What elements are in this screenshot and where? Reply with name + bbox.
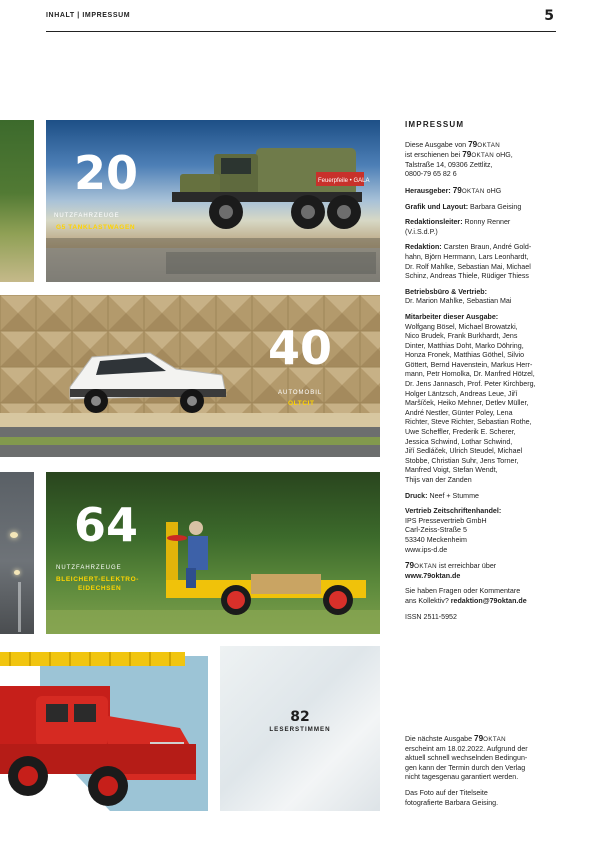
- feature-photo-oltcit[interactable]: [0, 295, 380, 457]
- address: Talstraße 14, 09306 Zettlitz,: [405, 160, 493, 169]
- feature-number-64: 64: [74, 498, 139, 552]
- trade-line: Carl-Zeiss-Straße 5: [405, 526, 467, 535]
- brand-text: OKTAN: [461, 187, 485, 195]
- trade-website-link[interactable]: www.ips-d.de: [405, 545, 448, 554]
- contributors-line: Dinter, Matthias Doht, Marko Döhring,: [405, 341, 524, 350]
- contributors-line: Wolfgang Bösel, Michael Browatzki,: [405, 322, 518, 331]
- brand-number: 79: [474, 734, 484, 743]
- availability: [405, 561, 560, 581]
- cover-credit-line: Das Foto auf der Titelseite: [405, 788, 488, 797]
- edge-photo-street: [0, 472, 34, 634]
- next-issue-line: erscheint am 18.02.2022. Aufgrund der: [405, 744, 528, 753]
- page-number: 5: [544, 8, 554, 24]
- editorial-team: [405, 243, 560, 281]
- trade-distribution: [405, 507, 560, 555]
- cover-credit-line: fotografierte Barbara Geising.: [405, 798, 499, 807]
- feature-category-82: LESERSTIMMEN: [269, 726, 331, 733]
- design-value: Barbara Geising: [470, 202, 522, 211]
- office-label: Betriebsbüro & Vertrieb:: [405, 287, 487, 296]
- issn: [405, 613, 560, 623]
- print-label: Druck:: [405, 491, 428, 500]
- brand-text: OKTAN: [471, 152, 495, 160]
- contributors-line: Nico Brudek, Frank Burkhardt, Jens: [405, 332, 518, 341]
- brand-text: OKTAN: [414, 563, 437, 571]
- feature-photo-firetruck[interactable]: [0, 646, 208, 811]
- questions: [405, 587, 560, 606]
- feature-photo-leserstimmen[interactable]: [220, 646, 380, 811]
- office-value: Dr. Marion Mahlke, Sebastian Mai: [405, 297, 512, 306]
- chief-label: Redaktionsleiter:: [405, 218, 463, 227]
- issn-number: ISSN 2511-5952: [405, 612, 457, 621]
- feature-title-40: OLTCIT: [288, 400, 315, 407]
- feature-title-64-line1: BLEICHERT-ELEKTRO-: [56, 576, 140, 583]
- intro-text-2: ist erschienen bei: [405, 151, 461, 160]
- contributors-line: Stobbe, Christian Suhr, Jens Torner,: [405, 456, 519, 465]
- contributors-line: Richter, Steve Richter, Sebastian Rothe,: [405, 418, 532, 427]
- contributors: [405, 313, 560, 486]
- contributors-line: Thijs van der Zanden: [405, 476, 472, 484]
- contributors-label: Mitarbeiter dieser Ausgabe:: [405, 312, 499, 321]
- editorial-label: Redaktion:: [405, 243, 442, 252]
- editorial-line: Schinz, Andreas Thiele, Rüdiger Thiess: [405, 272, 529, 281]
- editorial-line: Dr. Rolf Mahlke, Sebastian Mai, Michael: [405, 262, 531, 271]
- brand-number: 79: [468, 139, 478, 149]
- feature-category-20: NUTZFAHRZEUGE: [54, 213, 120, 219]
- feature-number-40: 40: [268, 321, 333, 375]
- contributors-line: Jiří Sedláček, Ulrich Steudel, Michael: [405, 447, 523, 456]
- intro-text: Diese Ausgabe von: [405, 140, 467, 149]
- next-issue: [405, 734, 560, 783]
- oltcit-car-illustration: [0, 295, 380, 457]
- publisher-label: Herausgeber:: [405, 186, 451, 195]
- website-link[interactable]: www.79oktan.de: [405, 571, 461, 580]
- car-light-1: [10, 532, 18, 538]
- design-label: Grafik und Layout:: [405, 202, 469, 211]
- feature-number-20: 20: [74, 146, 139, 200]
- print-value: Neef + Stumme: [429, 491, 479, 500]
- contributors-line: Uwe Scheffler, Frederik E. Scherer,: [405, 428, 516, 437]
- chief-value: Ronny Renner: [464, 218, 511, 227]
- trade-line: IPS Pressevertrieb GmbH: [405, 516, 487, 525]
- feature-category-64: NUTZFAHRZEUGE: [56, 565, 122, 571]
- feature-title-20: G5 TANKLASTWAGEN: [56, 224, 136, 231]
- feature-title-64-line2: EIDECHSEN: [78, 585, 122, 592]
- brand-text: OKTAN: [477, 141, 501, 149]
- truck-sign: Feuerpfeile • GALA: [318, 178, 370, 184]
- feature-category-40: AUTOMOBIL: [278, 390, 323, 396]
- brand-number: 79: [452, 185, 462, 195]
- next-issue-prefix: Die nächste Ausgabe: [405, 735, 473, 743]
- next-issue-note: [405, 734, 560, 814]
- phone-number[interactable]: 0800-79 65 82 6: [405, 170, 457, 179]
- contributors-line: André Nestler, Günter Poley, Lena: [405, 408, 513, 417]
- section-label: INHALT | IMPRESSUM: [46, 12, 131, 19]
- editorial-line: hahn, Björn Herrmann, Lars Leonhardt,: [405, 252, 529, 261]
- bleichert-vehicle-illustration: [46, 472, 380, 634]
- contributors-line: Manfred Voigt, Stefan Wendt,: [405, 466, 498, 475]
- contributors-line: Holger Läntzsch, Andreas Leue, Jiří: [405, 389, 518, 398]
- next-issue-line: aktuell schnell wechselnden Bedingun-: [405, 754, 528, 763]
- editor-in-chief: [405, 218, 560, 237]
- design-credit: [405, 203, 560, 213]
- tanker-truck-illustration: [46, 120, 380, 282]
- trade-label: Vertrieb Zeitschriftenhandel:: [405, 507, 502, 516]
- trade-line: 53340 Meckenheim: [405, 535, 467, 544]
- publisher: [405, 186, 560, 197]
- email-link[interactable]: redaktion@79oktan.de: [450, 596, 527, 605]
- contributors-line: mann, Petr Homolka, Dr. Manfred Hötzel,: [405, 370, 535, 379]
- editorial-line: Carsten Braun, André Gold-: [443, 243, 532, 252]
- brand-number: 79: [462, 150, 472, 160]
- printer: [405, 492, 560, 502]
- next-issue-line: nicht tagesgenau garantiert werden.: [405, 773, 519, 782]
- page-header: [46, 9, 556, 31]
- contributors-line: Honza Fronek, Matthias Göthel, Silvio: [405, 351, 525, 360]
- publisher-suffix: oHG: [486, 186, 502, 195]
- office-sales: [405, 288, 560, 307]
- impressum-heading: IMPRESSUM: [405, 120, 465, 129]
- brand-number: 79: [405, 561, 415, 571]
- car-light-2: [14, 570, 20, 575]
- contributors-line: Maršíček, Heiko Mehner, Detlev Müller,: [405, 399, 529, 408]
- brand-text: OKTAN: [483, 736, 506, 743]
- impressum-intro: [405, 140, 560, 180]
- header-rule: [46, 31, 556, 32]
- intro-text-3: oHG,: [496, 151, 513, 160]
- questions-line: ans Kollektiv?: [405, 596, 449, 605]
- chief-note: (V.i.S.d.P.): [405, 227, 438, 236]
- feature-photo-tanker[interactable]: [46, 120, 380, 282]
- edge-photo-forest: [0, 120, 34, 282]
- feature-number-82: 82: [290, 709, 310, 725]
- feature-photo-bleichert[interactable]: [46, 472, 380, 634]
- next-issue-line: gen kann der Termin durch den Verlag: [405, 763, 526, 772]
- firetruck-illustration: [0, 646, 208, 811]
- availability-text: ist erreichbar über: [438, 562, 497, 571]
- contributors-line: Jessica Schwind, Lothar Schwind,: [405, 437, 513, 446]
- contributors-line: Dr. Jens Jannasch, Prof. Peter Kirchberg,: [405, 380, 536, 389]
- impressum-column: [405, 120, 560, 628]
- questions-line: Sie haben Fragen oder Kommentare: [405, 587, 521, 596]
- road-line: [18, 582, 21, 632]
- contributors-line: Göttert, Bernd Havenstein, Markus Herr-: [405, 360, 533, 369]
- cover-credit: [405, 789, 560, 808]
